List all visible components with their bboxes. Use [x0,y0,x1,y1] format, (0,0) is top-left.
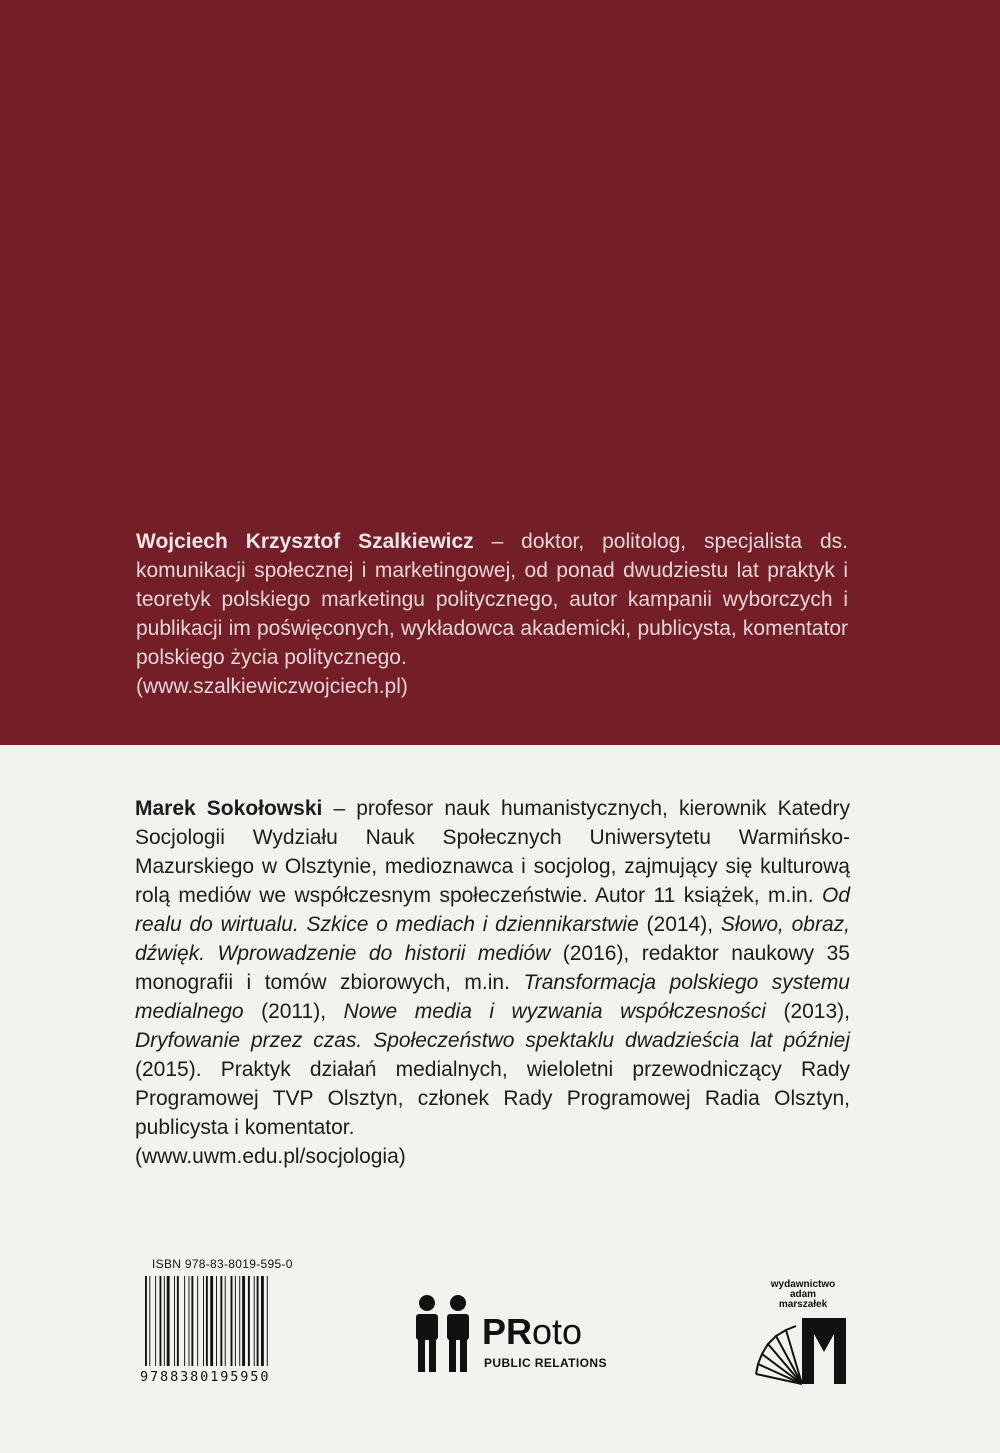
barcode-bar [145,1276,147,1366]
barcode-bar [206,1276,208,1366]
barcode-bar [177,1276,179,1366]
book-title: Dryfowanie przez czas. Społeczeństwo spektaklu dwadzieścia lat później [135,1029,850,1052]
publisher-logo [748,1280,858,1390]
proto-logo [412,1294,632,1374]
book-m-icon [750,1310,854,1390]
bio-text: (2013), [765,1000,850,1023]
barcode-bar [261,1276,264,1366]
barcode-bar [191,1276,193,1366]
barcode-bar [197,1276,198,1366]
author-name: Marek Sokołowski [135,797,323,820]
barcode-digits: 9788380195950 [140,1369,271,1385]
publisher-name [748,1280,858,1310]
author-name: Wojciech Krzysztof Szalkiewicz [136,530,474,553]
proto-wordmark [482,1311,583,1352]
publisher-line: marszałek [778,1299,828,1310]
barcode-bar [242,1276,245,1366]
proto-pr: PR [482,1311,533,1352]
barcode-bar [220,1276,222,1366]
barcode-bar [216,1276,217,1366]
author-url: (www.szalkiewiczwojciech.pl) [136,675,408,698]
bio-text: – profesor nauk humanistycznych, kierownik Katedry Socjologii Wydziału Nauk Społecznych Uniwersytetu Warmińsko-Mazurskiego w Olsztynie, medioznawca i socjolog, zajmujący się kulturową rolą mediów we współczesnym społeczeństwie. Autor 11 książek, m.in. [135,797,850,907]
barcode-bar [248,1276,250,1366]
bio-text: (2011), [243,1000,344,1023]
barcode-bar [257,1276,259,1366]
publisher-line: adam [789,1289,817,1300]
barcode-bar [210,1276,213,1366]
book-title: Słowo, obraz, dźwięk. Wprowadzenie do historii mediów [135,913,850,965]
proto-subtitle: PUBLIC RELATIONS [484,1356,607,1370]
publisher-line: wydawnictwo [770,1279,836,1290]
barcode-bar [160,1276,162,1366]
book-title: Transformacja polskiego systemu medialnego [135,971,850,1023]
barcode-bar [189,1276,190,1366]
bio-text: (2014), [638,913,721,936]
barcode-bar [174,1276,175,1366]
barcode-bar [184,1276,185,1366]
barcode-bar [167,1276,170,1366]
barcode-bar [225,1276,226,1366]
author-url: (www.uwm.edu.pl/socjologia) [135,1145,406,1168]
barcode-bar [149,1276,150,1366]
book-title: Od realu do wirtualu. Szkice o mediach i dziennikarstwie [135,884,850,936]
barcode-bar [267,1276,268,1366]
people-icon [412,1294,474,1374]
barcode-bar [254,1276,255,1366]
book-title: Nowe media i wyzwania współczesności [343,1000,766,1023]
author-bio-text: – doktor, politolog, specjalista ds. komunikacji społecznej i marketingowej, od ponad dwudziestu lat praktyk i teoretyk polskiego marketingu politycznego, autor kampanii wyborczych i publikacji im poświęconych, wykładowca akademicki, publicysta, komentator polskiego życia politycznego. [136,530,848,669]
bio-text: (2015). Praktyk działań medialnych, wieloletni przewodniczący Rady Programowej TVP Olsztyn, członek Rady Programowej Radia Olsztyn, publicysta i komentator. [135,1058,850,1139]
barcode [143,1276,303,1366]
barcode-bar [235,1276,236,1366]
proto-oto: oto [532,1311,583,1352]
author-bio-sokolowski [135,794,850,1171]
barcode-bar [239,1276,240,1366]
author-bio-szalkiewicz [136,527,848,701]
isbn-label: ISBN 978-83-8019-595-0 [152,1257,293,1271]
barcode-bar [164,1276,165,1366]
bio-text: (2016), redaktor naukowy 35 monografii i tomów zbiorowych, m.in. [135,942,850,994]
barcode-bar [203,1276,204,1366]
barcode-bar [231,1276,233,1366]
barcode-bar [155,1276,156,1366]
